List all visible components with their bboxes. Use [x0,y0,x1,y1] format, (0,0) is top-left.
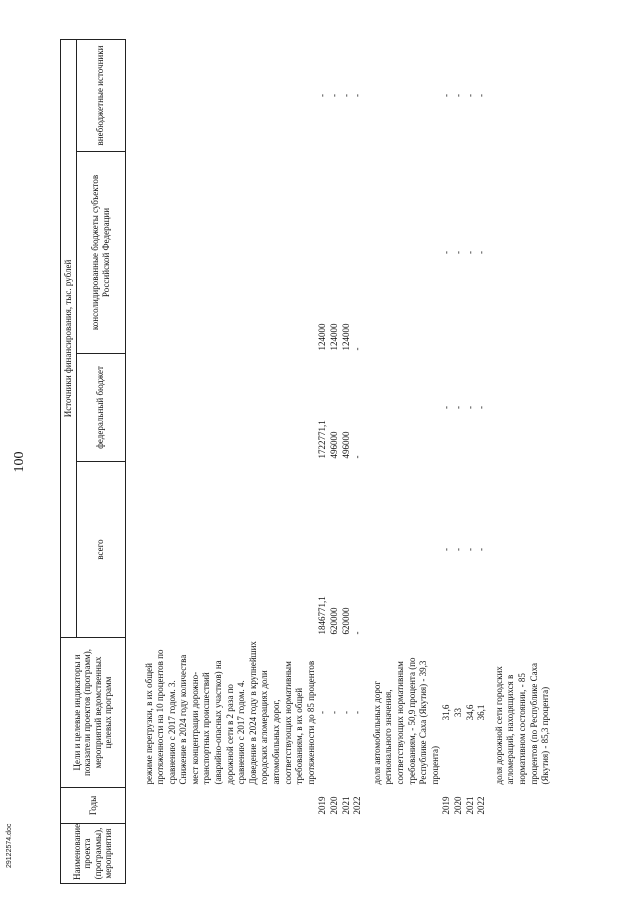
block3-text: доля дорожной сети городских агломераций, находящихся в нормативном состоянии, - 85 процентов (по Республике Саха (Якутия) - 85,3 процента) [493,662,551,785]
rotated-page [12,40,620,884]
header-extra: внебюджетные источники [76,40,125,152]
block2-text: доля автомобильных дорог регионального значения, соответствующих нормативным требованиям, - 50,9 процента (по Республике Саха (Якутия) - 39,3 процента) [371,657,440,785]
header-total: всего [76,462,125,638]
block3-description-row [488,40,552,884]
table-row: 2022 36,1 - - - - [476,94,487,815]
block2-description-row [364,40,442,884]
header-federal: федеральный бюджет [76,354,125,462]
header-row-1 [61,40,77,884]
header-years: Годы [61,788,126,824]
document-code: 29122574.doc [6,823,13,868]
table-row: 2021 34,6 - - - - [464,94,475,815]
table-row: 2022 - - - - - [352,94,363,815]
financing-table [60,39,552,884]
page-number: 100 [12,451,27,473]
block1-text: режиме перегрузки, в их общей протяженности на 10 процентов по сравнению с 2017 годом. 3. Снижение в 2024 году количества мест концентрации дорожно-транспортных происшествий (аварийно-опасных участков) на дорожной сети в 2 раза по сравнению с 2017 годом. 4. Доведение в 2024 году в крупнейших городских агломерациях доли автомобильных дорог, соответствующих нормативным требованиям, в их общей протяженности до 85 процентов [143,641,316,785]
block1-description-row [125,40,317,884]
table-row: 2019 31,6 - - - - [441,94,452,815]
table-row: 2021 - 620000 496000 124000 - [340,94,351,815]
table-row: 2019 - 1846771,1 1722771,1 124000 - [317,94,328,815]
header-regional: консолидированные бюджеты субъектов Российской Федерации [76,152,125,354]
table-row: 2020 - 620000 496000 124000 - [329,94,339,815]
header-goals: Цели и целевые индикаторы и показатели проектов (программ), мероприятий ведомственных целевых программ [61,638,126,788]
header-sources: Источники финансирования, тыс. рублей [61,40,77,638]
header-name: Наименование проекта (программы), мероприятия [61,824,126,884]
table-row: 2020 33 - - - - [452,94,463,815]
